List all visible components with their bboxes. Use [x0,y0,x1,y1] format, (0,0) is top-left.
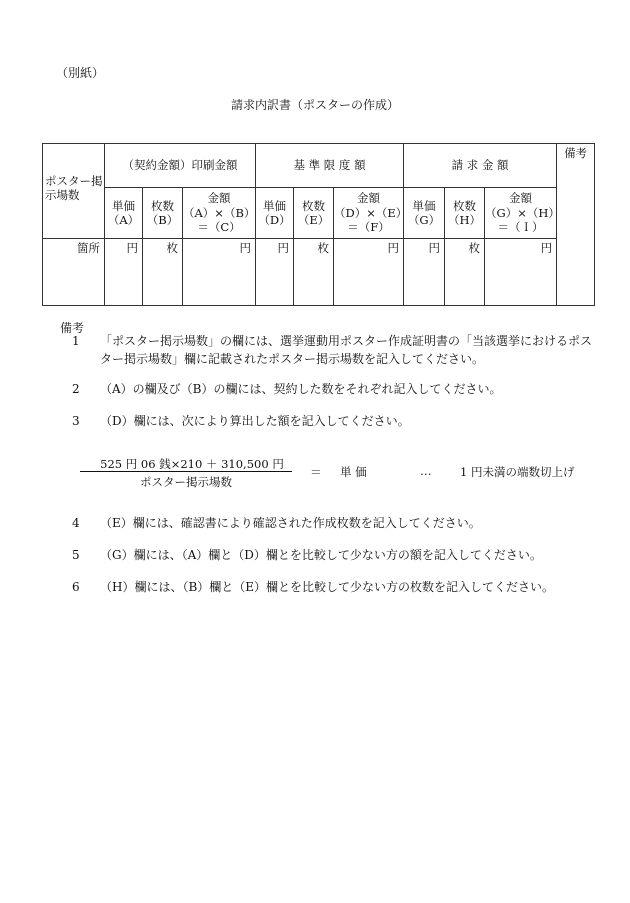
formula-numerator: 525 円 06 銭×210 ＋ 310,500 円 [100,457,284,471]
formula-denominator: ポスター掲示場数 [140,475,232,489]
formula-result: 単 価 [340,465,367,479]
amount-i-cell[interactable]: 円 [485,239,557,306]
document-page: （別紙） 請求内訳書（ポスターの作成） ポスター掲示場数 （契約金額）印刷金額 基 準 限 度 額 請 求 金 額 備考 単価（A） 枚数（B） 金額 （A）×（B） ＝（C） 単価（D） 枚数（E） 金額 （D）×（E） ＝（F） 単価（G） 枚数（H） 金額 （G）×（H） ＝（Ｉ） 箇所 円 枚 円 円 枚 円 円 枚 円 備考 1 「ポスター掲示場数」の欄には、選挙運動用ポスター作成証明書の「当該選挙におけるポスター掲示場数」欄に記載されたポスター掲示場数を記入してください。 2 （A）の欄及び（B）の欄には、契約した数をそれぞれ記入してください。 3 （D）欄には、次により算出した額を記入してください。 525 円 06 銭×210 ＋ 310,500 円 ポスター掲示場数 ＝ 単 価 … 1 円未満の端数切上げ 4 （E）欄には、確認書により確認された作成枚数を記入してください。 5 （G）欄には、（A）欄と（D）欄とを比較して少ない方の額を記入してください。 6 （H）欄には、（B）欄と（E）欄とを比較して少ない方の枚数を記入してください。 [0,0,630,903]
claim-amount-header: 請 求 金 額 [404,144,557,188]
count-b-cell[interactable]: 枚 [143,239,183,306]
limit-amount-header: 基 準 限 度 額 [256,144,404,188]
unit-price-g-cell[interactable]: 円 [404,239,445,306]
fraction-bar [80,471,292,472]
document-title: 請求内訳書（ポスターの作成） [230,98,399,112]
amount-c-cell[interactable]: 円 [183,239,256,306]
rounding-note: 1 円未満の端数切上げ [460,465,575,479]
contract-amount-header: （契約金額）印刷金額 [105,144,256,188]
count-h-header: 枚数（H） [445,188,485,239]
count-h-cell[interactable]: 枚 [445,239,485,306]
place-count-cell[interactable]: 箇所 [43,239,105,306]
amount-c-header: 金額 （A）×（B） ＝（C） [183,188,256,239]
count-e-cell[interactable]: 枚 [294,239,334,306]
unit-price-a-header: 単価（A） [105,188,143,239]
amount-i-header: 金額 （G）×（H） ＝（Ｉ） [485,188,557,239]
unit-price-d-header: 単価（D） [256,188,294,239]
unit-price-a-cell[interactable]: 円 [105,239,143,306]
count-b-header: 枚数（B） [143,188,183,239]
unit-price-g-header: 単価（G） [404,188,445,239]
attachment-label: （別紙） [56,66,105,80]
breakdown-table [42,143,595,306]
unit-price-formula [80,456,600,492]
remarks-header: 備考 [557,144,595,306]
notes-heading: 備考 [60,321,85,335]
amount-f-cell[interactable]: 円 [334,239,404,306]
equals-sign: ＝ [310,465,322,479]
unit-price-d-cell[interactable]: 円 [256,239,294,306]
ellipsis: … [420,464,432,478]
amount-f-header: 金額 （D）×（E） ＝（F） [334,188,404,239]
place-count-header: ポスター掲示場数 [43,144,105,239]
count-e-header: 枚数（E） [294,188,334,239]
